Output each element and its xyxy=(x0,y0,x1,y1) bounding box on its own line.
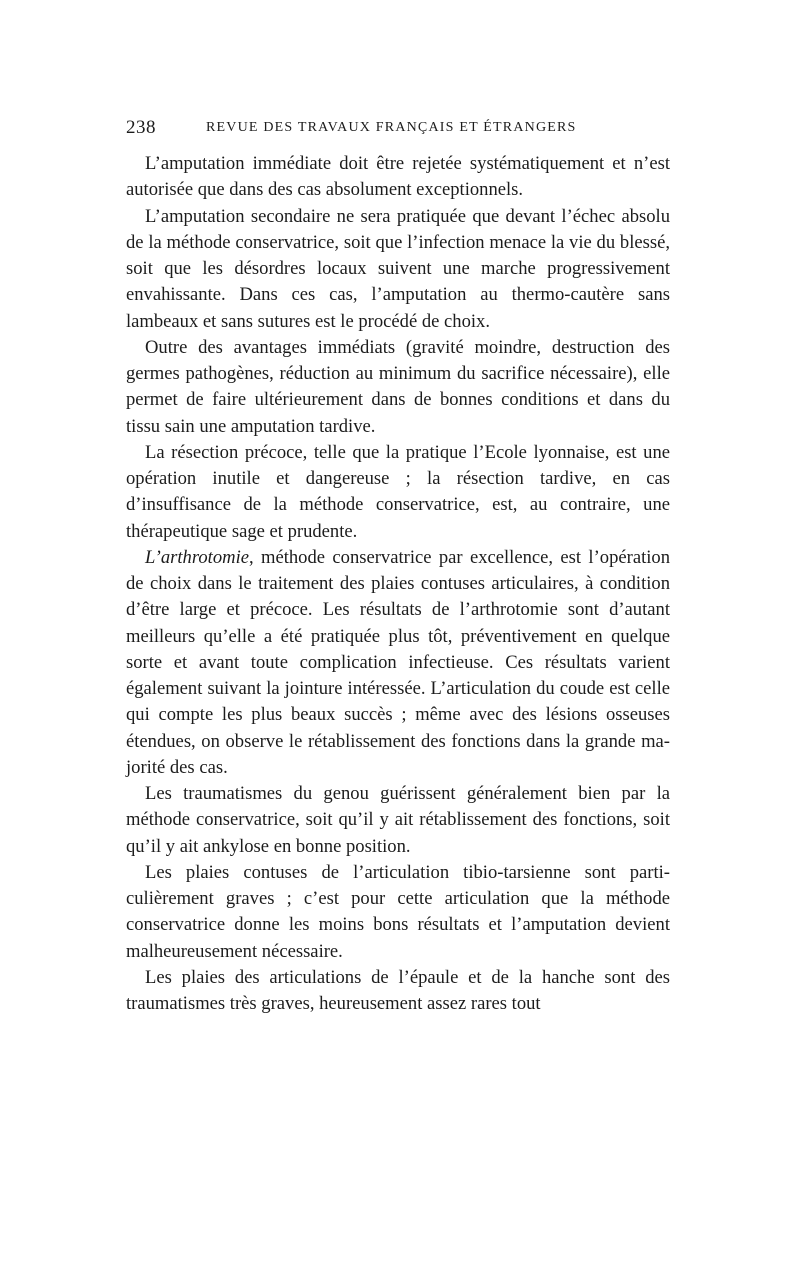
paragraph-shoulder-hip: Les plaies des articulations de l’épaule et de la hanche sont des traumatismes très graves, heureusement assez rares tout xyxy=(126,966,670,1014)
running-title: REVUE DES TRAVAUX FRANÇAIS ET ÉTRANGERS xyxy=(206,120,577,135)
paragraph-arthrotomy xyxy=(126,545,670,781)
page-header xyxy=(126,117,670,141)
paragraph-immediate-amputation: L’amputation immédiate doit être rejetée systématiquement et n’est autorisée que dans des cas absolument exceptionnels. xyxy=(126,153,670,201)
paragraph-secondary-amputation: L’amputation secondaire ne sera pratiquée que devant l’échec absolu de la méthode conservatrice, soit que l’infection menace la vie du blessé, soit que les désordres locaux suivent une marche progressivement envahissante. Dans ces cas, l’amputation au thermo-cautère sans lambeaux et sans sutures est le procédé de choix. xyxy=(126,205,670,332)
arthrotomy-term: L’arthrotomie xyxy=(145,546,249,568)
paragraph-resection: La résection précoce, telle que la pratique l’Ecole lyonnaise, est une opération inutile et dangereuse ; la résection tardive, en cas d’insuffisance de la méthode conservatrice, est, au contraire, une thérapeutique sage et prudente. xyxy=(126,441,670,542)
page-number: 238 xyxy=(126,117,156,138)
paragraph-ankle: Les plaies contuses de l’articulation tibio-tarsienne sont particulièrement graves ; c’est pour cette articulation que la méthode conservatrice donne les moins bons résultats et l’amputation devient malheureusement nécessaire. xyxy=(126,861,670,962)
paragraph-advantages: Outre des avantages immédiats (gravité moindre, destruction des germes pathogènes, réduction au minimum du sacrifice nécessaire), elle permet de faire ultérieurement dans de bonnes conditions et dans du tissu sain une amputation tardive. xyxy=(126,336,670,437)
body-text xyxy=(126,151,670,1017)
paragraph-knee: Les traumatismes du genou guérissent généralement bien par la méthode conservatrice, soit qu’il y ait rétablissement des fonctions, soit qu’il y ait ankylose en bonne position. xyxy=(126,783,670,857)
arthrotomy-text: , méthode conservatrice par excellence, est l’opération de choix dans le traitement des plaies contuses articulaires, à condition d’être large et précoce. Les résultats de l’arthrotomie sont d’autant meilleurs qu’elle a été pratiquée plus tôt, préventivement en quelque sorte et avant toute complication infectieuse. Ces résultats varient également suivant la jointure intéressée. L’articulation du coude est celle qui compte les plus beaux succès ; même avec des lésions osseuses étendues, on observe le rétablissement des fonctions dans la grande majorité des cas. xyxy=(126,546,670,778)
